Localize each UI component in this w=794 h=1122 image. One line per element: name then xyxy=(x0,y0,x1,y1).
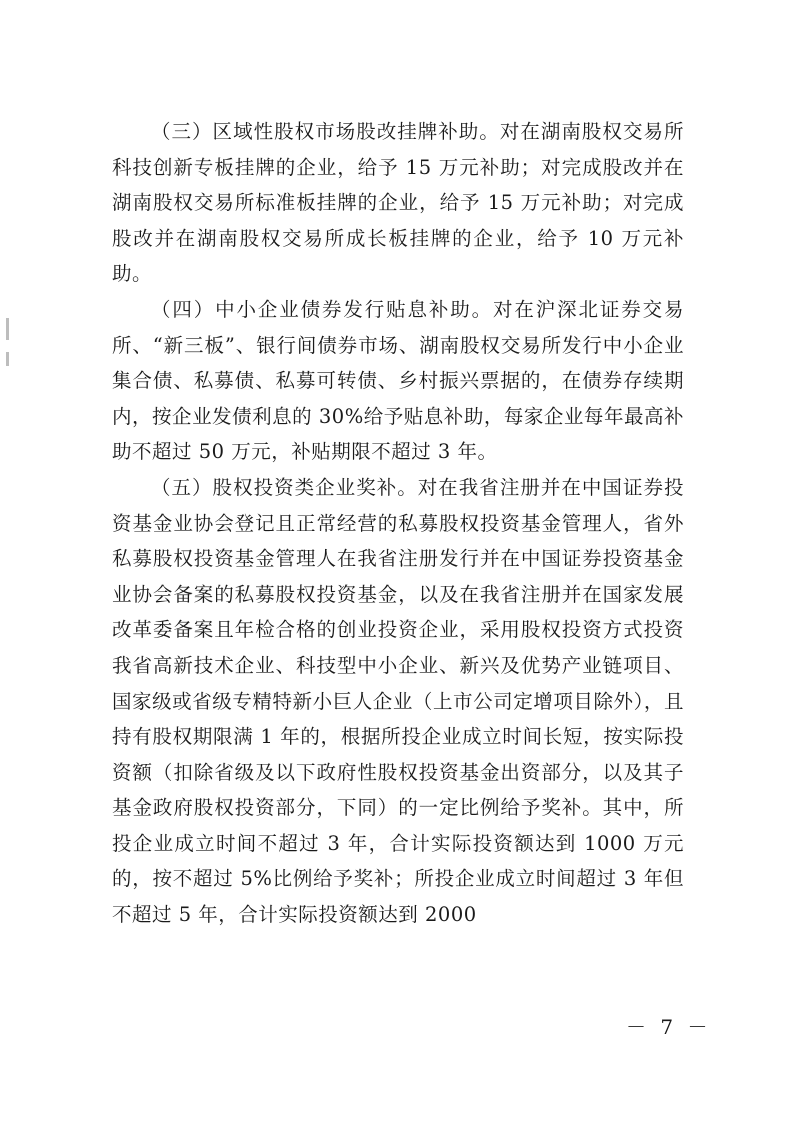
paragraph-regional-equity-market-subsidy: （三）区域性股权市场股改挂牌补助。对在湖南股权交易所科技创新专板挂牌的企业，给予 15 万元补助；对完成股改并在湖南股权交易所标准板挂牌的企业，给予 15 万元补助；对完成股改并在湖南股权交易所成长板挂牌的企业，给予 10 万元补助。 xyxy=(112,120,684,286)
scan-edge-mark xyxy=(6,318,9,340)
page-number: － 7 － xyxy=(626,1015,712,1039)
body-text xyxy=(112,114,684,933)
paragraph-bond-interest-subsidy: （四）中小企业债券发行贴息补助。对在沪深北证券交易所、“新三板”、银行间债券市场、湖南股权交易所发行中小企业集合债、私募债、私募可转债、乡村振兴票据的，在债券存续期内，按企业发债利息的 30%给予贴息补助，每家企业每年最高补助不超过 50 万元，补贴期限不超过 3 年。 xyxy=(112,297,684,464)
scan-edge-mark xyxy=(6,352,9,366)
paragraph-equity-investment-reward: （五）股权投资类企业奖补。对在我省注册并在中国证券投资基金业协会登记且正常经营的私募股权投资基金管理人，省外私募股权投资基金管理人在我省注册发行并在中国证券投资基金业协会备案的私募股权投资基金，以及在我省注册并在国家发展改革委备案且年检合格的创业投资企业，采用股权投资方式投资我省高新技术企业、科技型中小企业、新兴及优势产业链项目、国家级或省级专精特新小巨人企业（上市公司定增项目除外），且持有股权期限满 1 年的，根据所投企业成立时间长短，按实际投资额（扣除省级及以下政府性股权投资基金出资部分，以及其子基金政府股权投资部分，下同）的一定比例给予奖补。其中，所投企业成立时间不超过 3 年，合计实际投资额达到 1000 万元的，按不超过 5%比例给予奖补；所投企业成立时间超过 3 年但不超过 5 年，合计实际投资额达到 2000 xyxy=(112,475,684,927)
